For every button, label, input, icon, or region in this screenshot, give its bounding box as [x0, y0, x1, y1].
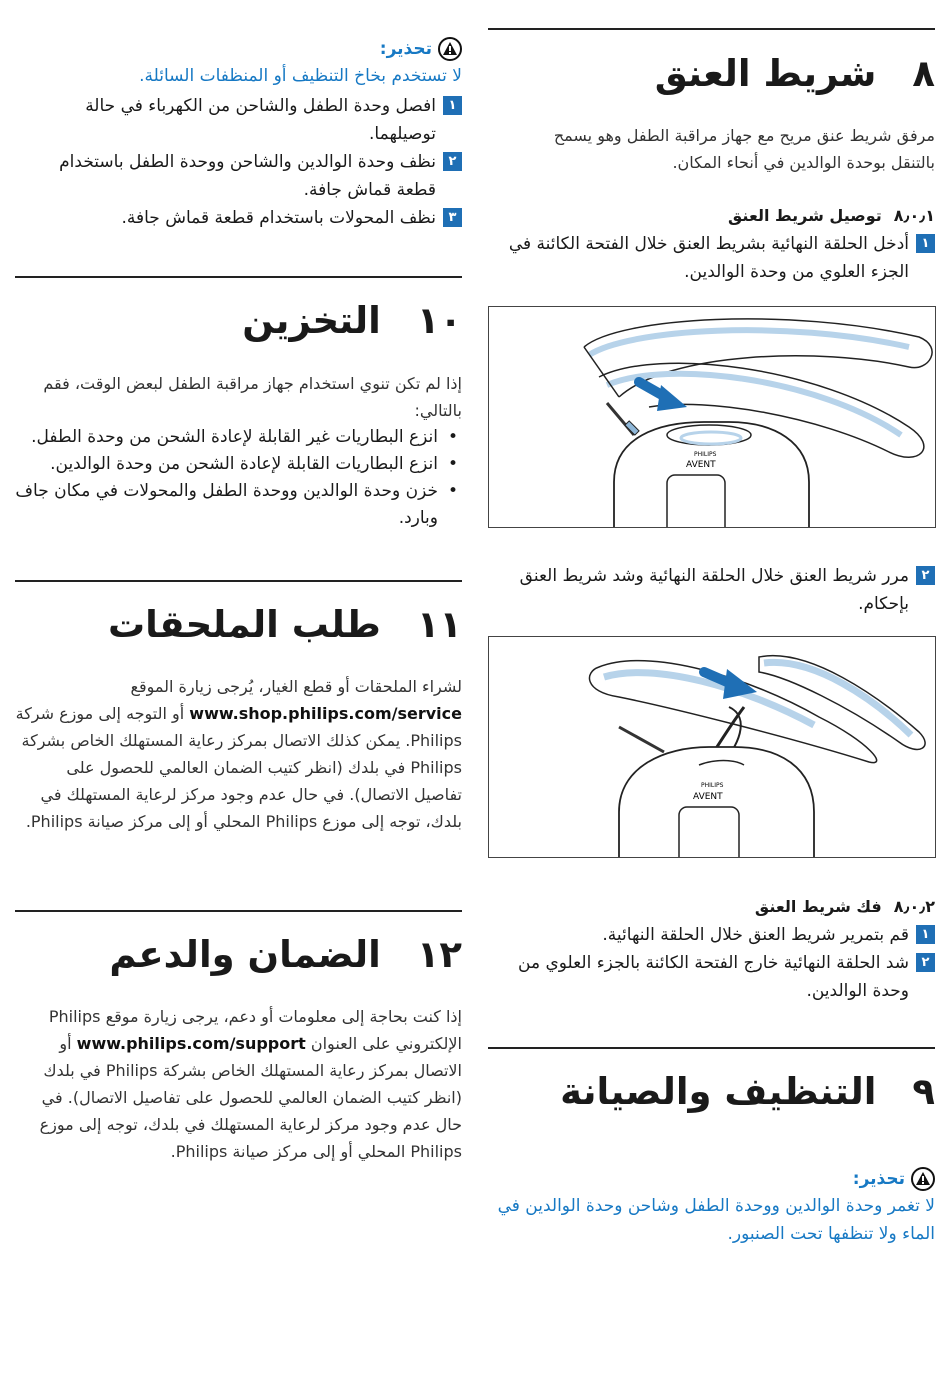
device-brand-bottom: AVENT [686, 460, 716, 470]
section-number: ١٠ [416, 299, 462, 342]
section-title: الضمان والدعم [109, 933, 381, 976]
section-title: شريط العنق [654, 52, 877, 95]
section-8-intro: مرفق شريط عنق مريح مع جهاز مراقبة الطفل وهو يسمح بالتنقل بوحدة الوالدين في أنحاء المكان. [553, 126, 935, 172]
warning-text: لا تغمر وحدة الوالدين ووحدة الطفل وشاحن وحدة الوالدين في الماء ولا تنظفها تحت الصنبور. [497, 1196, 935, 1244]
subsection-remove-heading [515, 894, 935, 920]
attach-step-2 [495, 562, 935, 618]
list-item [495, 949, 935, 1005]
bullet-icon: • [447, 481, 459, 501]
section-number: ٩ [912, 1070, 935, 1113]
section-9-warning [495, 1166, 935, 1248]
section-11-heading [15, 601, 462, 649]
section-11-text: لشراء الملحقات أو قطع الغيار، يُرجى زيارة الموقع www.shop.philips.com/service أو التوجه إلى موزع شركة Philips. يمكن كذلك الاتصال بمركز رعاية المستهلك الخاص بشركة Philips في بلدك (انظر كتيب الضمان العالمي للحصول على تفاصيل الاتصال). في حال عدم وجود مركز لرعاية المستهلك في بلدك، توجه إلى موزع Philips المحلي أو إلى مركز صيانة Philips. [15, 677, 462, 831]
list-item [22, 92, 462, 148]
step-text: قم بتمرير شريط العنق خلال الحلقة النهائية. [602, 925, 909, 945]
neck-strap-tighten-illustration [489, 637, 935, 857]
section-10-rule [15, 276, 462, 278]
section-12-rule [15, 910, 462, 912]
step-badge: ١ [916, 925, 935, 944]
list-item: • خزن وحدة الوالدين ووحدة الطفل والمحولات في مكان جاف وبارد. [14, 478, 462, 532]
step-badge: ١ [916, 234, 935, 253]
support-link[interactable]: www.philips.com/support [76, 1034, 306, 1053]
step-badge: ٢ [916, 566, 935, 585]
bullet-icon: • [447, 427, 459, 447]
section-8-rule [488, 28, 935, 30]
list-item [495, 921, 935, 949]
step-badge: ٣ [443, 208, 462, 227]
step-text: افصل وحدة الطفل والشاحن من الكهرباء في حالة توصيلهما. [85, 96, 436, 144]
step-text: نظف وحدة الوالدين والشاحن ووحدة الطفل باستخدام قطعة قماش جافة. [59, 152, 436, 200]
cleaning-warning [14, 36, 462, 90]
step-text: نظف المحولات باستخدام قطعة قماش جافة. [121, 208, 436, 228]
neck-strap-illustration [489, 307, 935, 527]
step-text: مرر شريط العنق خلال الحلقة النهائية وشد شريط العنق بإحكام. [519, 566, 909, 614]
section-title: التنظيف والصيانة [560, 1070, 877, 1113]
section-10-intro: إذا لم تكن تنوي استخدام جهاز مراقبة الطفل لبعض الوقت، فقم بالتالي: [43, 374, 462, 420]
step-text: شد الحلقة النهائية خارج الفتحة الكائنة بالجزء العلوي من وحدة الوالدين. [518, 953, 909, 1001]
section-12-heading [15, 931, 462, 979]
device-brand-top: PHILIPS [701, 782, 724, 789]
step-badge: ٢ [916, 953, 935, 972]
figure-tighten-strap [488, 636, 936, 858]
list-item [22, 204, 462, 232]
bullet-icon: • [447, 454, 459, 474]
warning-label: تحذير: [379, 39, 432, 59]
attach-step-1 [505, 230, 935, 286]
remove-steps [495, 921, 935, 1005]
step-text: أدخل الحلقة النهائية بشريط العنق خلال الفتحة الكائنة في الجزء العلوي من وحدة الوالدين. [508, 234, 909, 282]
subsection-title: توصيل شريط العنق [727, 206, 882, 225]
section-12-text: إذا كنت بحاجة إلى معلومات أو دعم، يرجى زيارة موقع Philips الإلكتروني على العنوان www.philips.com/support أو الاتصال بمركز رعاية المستهلك الخاص بشركة Philips في بلدك (انظر كتيب الضمان العالمي للحصول على تفاصيل الاتصال). في حال عدم وجود مركز لرعاية المستهلك في بلدك، توجه إلى موزع Philips المحلي أو إلى مركز صيانة Philips. [39, 1007, 462, 1161]
shop-link[interactable]: www.shop.philips.com/service [189, 704, 462, 723]
subsection-attach-heading [515, 203, 935, 229]
storage-bullets [14, 424, 462, 532]
list-item: • انزع البطاريات القابلة لإعادة الشحن من وحدة الوالدين. [14, 451, 462, 478]
step-badge: ١ [443, 96, 462, 115]
section-number: ٨ [912, 52, 935, 95]
section-number: ١١ [416, 603, 462, 646]
section-8-heading [488, 50, 935, 98]
section-number: ١٢ [416, 933, 462, 976]
warning-icon [438, 37, 462, 61]
device-brand-bottom: AVENT [693, 792, 723, 802]
section-9-rule [488, 1047, 935, 1049]
section-9-heading [488, 1068, 935, 1116]
section-10-heading [15, 297, 462, 345]
device-brand-top: PHILIPS [694, 451, 717, 458]
warning-label: تحذير: [852, 1169, 905, 1189]
section-title: التخزين [242, 299, 381, 342]
list-item: • انزع البطاريات غير القابلة لإعادة الشحن من وحدة الطفل. [14, 424, 462, 451]
step-badge: ٢ [443, 152, 462, 171]
subsection-title: فك شريط العنق [754, 897, 882, 916]
subsection-number: ٨٫٠٫٢ [893, 897, 935, 916]
cleaning-steps [22, 92, 462, 232]
section-title: طلب الملحقات [107, 603, 381, 646]
warning-text: لا تستخدم بخاخ التنظيف أو المنظفات السائلة. [139, 66, 462, 86]
subsection-number: ٨٫٠٫١ [893, 206, 935, 225]
figure-attach-strap [488, 306, 936, 528]
section-11-rule [15, 580, 462, 582]
warning-icon [911, 1167, 935, 1191]
list-item [22, 148, 462, 204]
